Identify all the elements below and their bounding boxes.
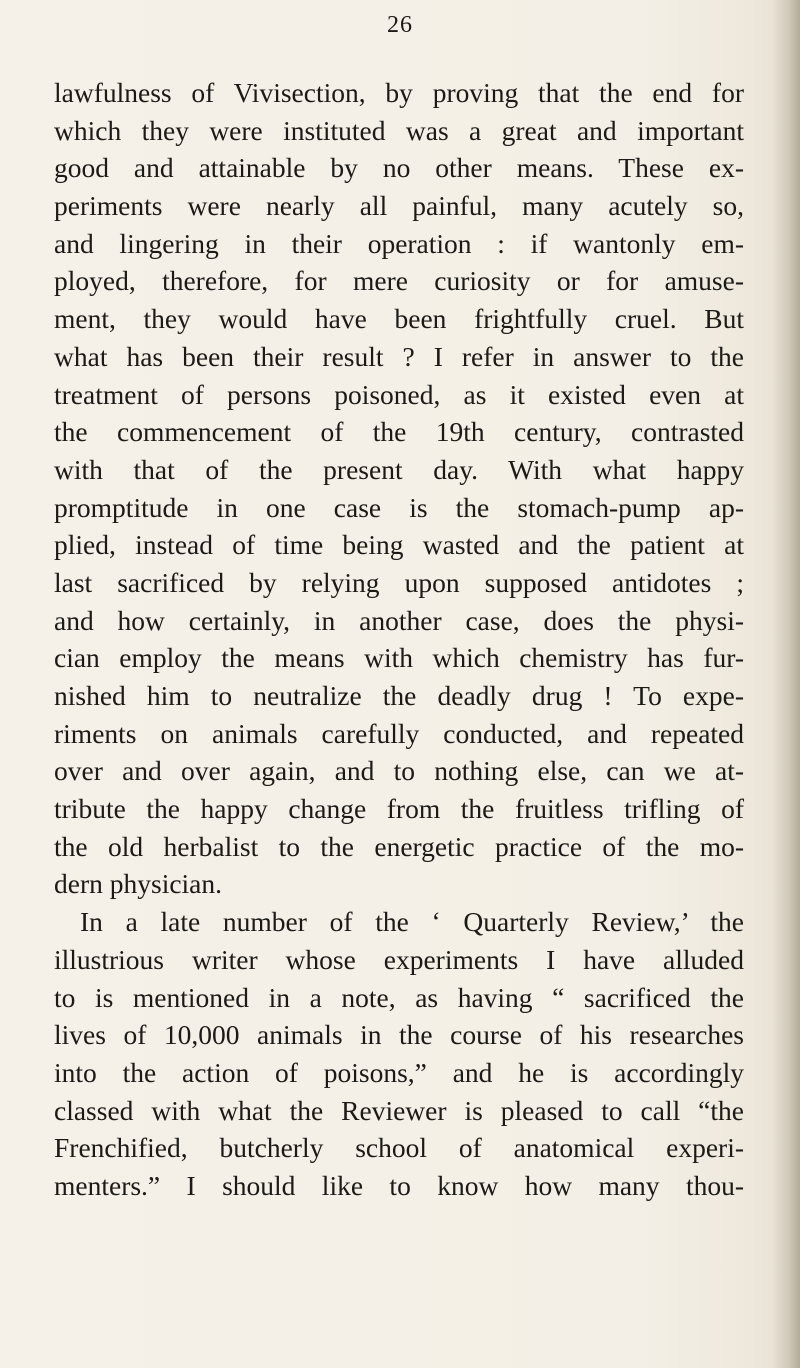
text-line: nished him to neutralize the deadly drug ! To expe- <box>54 680 744 711</box>
text-line: into the action of poisons,” and he is accordingly <box>54 1056 744 1088</box>
text-line: the commencement of the 19th century, contrasted <box>54 416 744 448</box>
text-line: tribute the happy change from the fruitless trifling of <box>54 793 744 825</box>
text-line: and how certainly, in another case, does the physi- <box>54 604 744 636</box>
text-line: with that of the present day. With what happy <box>54 453 744 485</box>
text-line: illustrious writer whose experiments I have alluded <box>54 943 744 975</box>
text-line: cian employ the means with which chemistry has fur- <box>54 642 744 674</box>
text-line: promptitude in one case is the stomach-pump ap- <box>54 491 744 523</box>
text-line: to is mentioned in a note, as having “ sacrificed the <box>54 981 744 1013</box>
text-line: dern physician. <box>54 868 223 900</box>
text-line: Frenchified, butcherly school of anatomical experi- <box>54 1132 744 1164</box>
text-line: which they were instituted was a great and important <box>54 114 744 146</box>
text-line: lawfulness of Vivisection, by proving that the end for <box>54 77 744 108</box>
text-line: the old herbalist to the energetic practice of the mo- <box>54 830 744 862</box>
page-edge-shadow <box>772 0 800 1368</box>
text-line: over and over again, and to nothing else, can we at- <box>54 755 744 787</box>
text-line: riments on animals carefully conducted, and repeated <box>54 717 744 749</box>
text-line: ment, they would have been frightfully cruel. But <box>54 303 744 335</box>
text-line: In a late number of the ‘ Quarterly Review,’ the <box>80 906 744 938</box>
body-text <box>54 74 744 1205</box>
text-line: plied, instead of time being wasted and the patient at <box>54 529 744 561</box>
text-line: treatment of persons poisoned, as it existed even at <box>54 378 744 410</box>
text-line: lives of 10,000 animals in the course of his researches <box>54 1019 744 1051</box>
text-line: last sacrificed by relying upon supposed antidotes ; <box>54 566 744 598</box>
paragraph-1 <box>54 74 744 903</box>
text-line: ployed, therefore, for mere curiosity or for amuse- <box>54 265 744 297</box>
text-line: classed with what the Reviewer is pleased to call “the <box>54 1094 744 1126</box>
text-line: what has been their result ? I refer in answer to the <box>54 340 744 372</box>
page-number: 26 <box>387 12 413 38</box>
paragraph-2 <box>54 903 744 1205</box>
text-line: periments were nearly all painful, many acutely so, <box>54 190 744 222</box>
text-line: menters.” I should like to know how many thou- <box>54 1169 744 1201</box>
text-line: good and attainable by no other means. These ex- <box>54 152 744 184</box>
text-line: and lingering in their operation : if wantonly em- <box>54 227 744 259</box>
